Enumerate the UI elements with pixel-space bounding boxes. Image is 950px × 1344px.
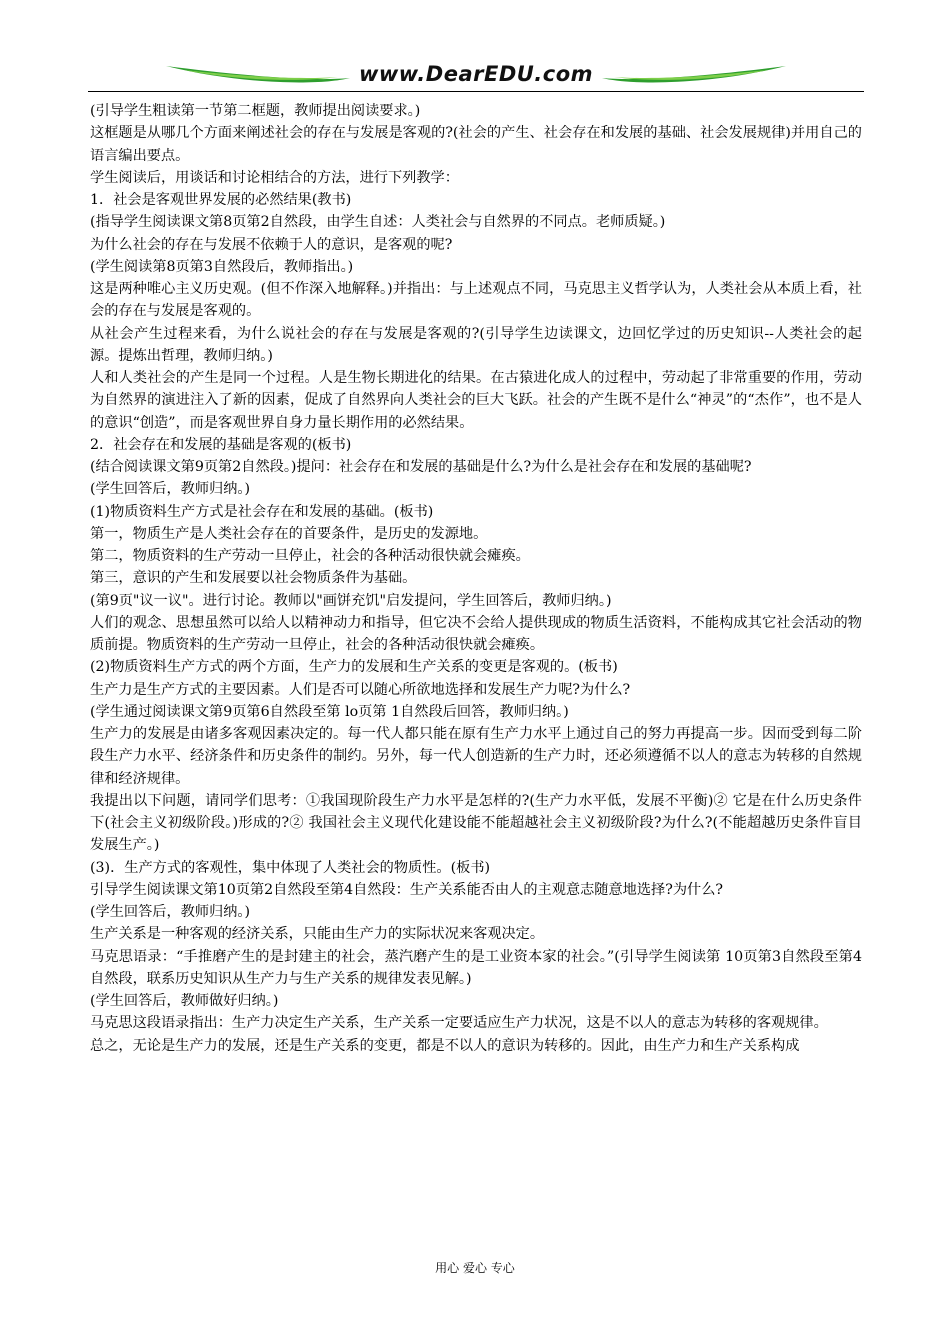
paragraph: 马克思语录：“手推磨产生的是封建主的社会，蒸汽磨产生的是工业资本家的社会。”(引导学生阅读第 10页第3自然段至第4自然段，联系历史知识从生产力与生产关系的规律发表见解。) — [90, 948, 862, 987]
paragraph: 马克思这段语录指出：生产力决定生产关系，生产关系一定要适应生产力状况，这是不以人的意志为转移的客观规律。 — [90, 1015, 828, 1032]
paragraph: (结合阅读课文第9页第2自然段。)提问：社会存在和发展的基础是什么?为什么是社会存在和发展的基础呢? — [90, 459, 752, 475]
paragraph: 人和人类社会的产生是同一个过程。人是生物长期进化的结果。在古猿进化成人的过程中，劳动起了非常重要的作用，劳动为自然界的演进注入了新的因素，促成了自然界向人类社会的巨大飞跃。社会的产生既不是什么“神灵”的“杰作”，也不是人的意识“创造”，而是客观世界自身力量长期作用的必然结果。 — [90, 370, 862, 431]
paragraph: 总之，无论是生产力的发展，还是生产关系的变更，都是不以人的意识为转移的。因此，由生产力和生产关系构成 — [90, 1037, 800, 1054]
paragraph: (2)物质资料生产方式的两个方面，生产力的发展和生产关系的变更是客观的。(板书) — [90, 659, 618, 676]
paragraph: 引导学生阅读课文第10页第2自然段至第4自然段：生产关系能否由人的主观意志随意地选择?为什么? — [90, 881, 724, 898]
paragraph: 生产关系是一种客观的经济关系，只能由生产力的实际状况来客观决定。 — [90, 926, 545, 943]
paragraph: (3)．生产方式的客观性，集中体现了人类社会的物质性。(板书) — [90, 859, 491, 876]
site-logo-text: www.DearEDU.com — [358, 62, 594, 86]
paragraph: 第一，物质生产是人类社会存在的首要条件，是历史的发源地。 — [90, 525, 488, 542]
paragraph: 2．社会存在和发展的基础是客观的(板书) — [90, 436, 352, 453]
paragraph: 为什么社会的存在与发展不依赖于人的意识，是客观的呢? — [90, 236, 453, 253]
paragraph: 这是两种唯心主义历史观。(但不作深入地解释。)并指出：与上述观点不同，马克思主义哲学认为，人类社会从本质上看，社会的存在与发展是客观的。 — [90, 281, 862, 320]
page-footer: 用心 爱心 专心 — [435, 1261, 515, 1275]
paragraph: 人们的观念、思想虽然可以给人以精神动力和指导，但它决不会给人提供现成的物质生活资料，不能构成其它社会活动的物质前提。物质资料的生产劳动一旦停止，社会的各种活动很快就会瘫痪。 — [90, 614, 862, 653]
paragraph: (第9页"议一议"。进行讨论。教师以"画饼充饥"启发提问，学生回答后，教师归纳。) — [90, 592, 612, 609]
page-header — [88, 56, 864, 96]
paragraph: 从社会产生过程来看，为什么说社会的存在与发展是客观的?(引导学生边读课文，边回忆学过的历史知识--人类社会的起源。提炼出哲理，教师归纳。) — [90, 325, 862, 364]
paragraph: (学生回答后，教师归纳。) — [90, 904, 251, 920]
paragraph: 这框题是从哪几个方面来阐述社会的存在与发展是客观的?(社会的产生、社会存在和发展的基础、社会发展规律)并用自己的语言编出要点。 — [90, 125, 862, 164]
paragraph: 生产力的发展是由诸多客观因素决定的。每一代人都只能在原有生产力水平上通过自己的努力再提高一步。因而受到每二阶段生产力水平、经济条件和历史条件的制约。另外，每一代人创造新的生产力时，还必须遵循不以人的意志为转移的自然规律和经济规律。 — [90, 726, 862, 787]
paragraph: (学生阅读第8页第3自然段后，教师指出。) — [90, 258, 354, 275]
paragraph: 学生阅读后，用谈话和讨论相结合的方法，进行下列教学： — [90, 169, 459, 186]
paragraph: 我提出以下问题，请同学们思考：①我国现阶段生产力水平是怎样的?(生产力水平低，发展不平衡)② 它是在什么历史条件下(社会主义初级阶段。)形成的?② 我国社会主义现代化建设能不能超越社会主义初级阶段?为什么?(不能超越历史条件盲目发展生产。) — [90, 792, 862, 854]
paragraph: (学生回答后，教师做好归纳。) — [90, 993, 279, 1009]
paragraph: 生产力是生产方式的主要因素。人们是否可以随心所欲地选择和发展生产力呢?为什么? — [90, 681, 631, 698]
paragraph: 1．社会是客观世界发展的必然结果(教书) — [90, 192, 352, 208]
document-body — [90, 100, 862, 1057]
paragraph: 第三，意识的产生和发展要以社会物质条件为基础。 — [90, 570, 417, 587]
paragraph: (指导学生阅读课文第8页第2自然段，由学生自述：人类社会与自然界的不同点。老师质疑。) — [90, 214, 666, 231]
paragraph: 第二，物质资料的生产劳动一旦停止，社会的各种活动很快就会瘫痪。 — [90, 548, 530, 564]
paragraph: (学生回答后，教师归纳。) — [90, 481, 251, 498]
paragraph: (1)物质资料生产方式是社会存在和发展的基础。(板书) — [90, 503, 434, 520]
paragraph: (引导学生粗读第一节第二框题，教师提出阅读要求。) — [90, 103, 421, 119]
paragraph: (学生通过阅读课文第9页第6自然段至第 lo页第 1自然段后回答，教师归纳。) — [90, 703, 569, 720]
